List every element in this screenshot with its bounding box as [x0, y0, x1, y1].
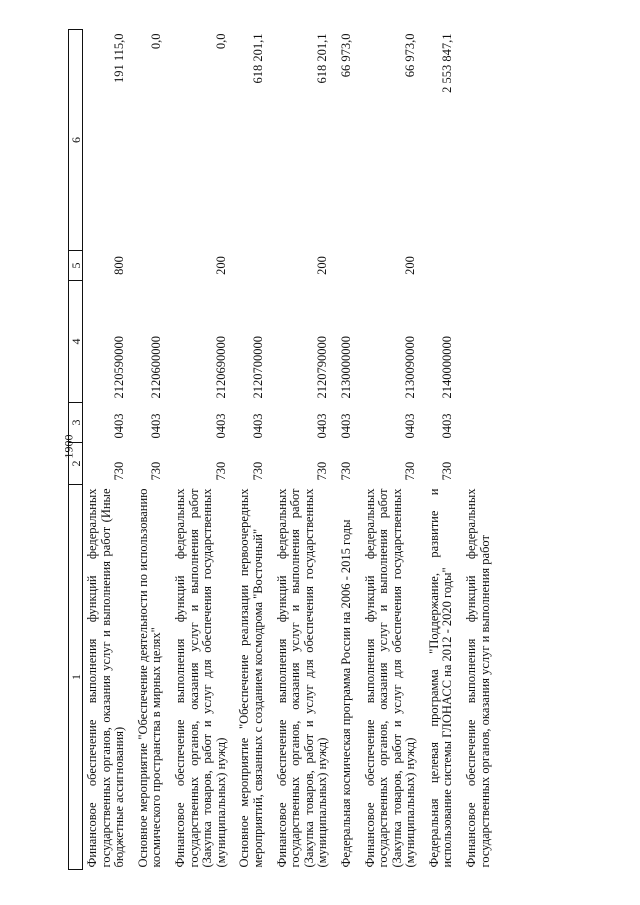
row-amount: [457, 30, 494, 251]
row-expense-type: 200: [315, 256, 330, 275]
header-col-4: 4: [69, 281, 83, 403]
row-amount: 2 553 847,1: [440, 33, 455, 93]
row-ministry: [457, 443, 494, 485]
row-amount: 191 115,0: [112, 33, 127, 84]
header-col-6: 6: [69, 30, 83, 251]
row-ministry: 730: [403, 461, 418, 481]
row-description: Финансовое обеспечение выполнения функций федеральных государственных органов, оказания услуг и выполнения работ: [464, 488, 492, 868]
row-target-article: 2120600000: [149, 336, 164, 399]
row-amount: 0,0: [149, 33, 164, 50]
row-expense-type: [129, 251, 166, 281]
row-section: 0403: [338, 413, 353, 439]
header-col-1: 1: [69, 485, 83, 870]
row-expense-type: 200: [213, 256, 228, 275]
budget-table: [68, 29, 494, 870]
row-target-article: 2120690000: [213, 336, 228, 399]
header-col-2: 2: [69, 443, 83, 485]
row-expense-type: [332, 251, 356, 281]
row-description: Финансовое обеспечение выполнения функций федеральных государственных органов, оказания услуг и выполнения работ (Закупка товаров, работ и услуг для обеспечения государственных (муниципальных) нужд): [274, 488, 330, 868]
row-expense-type: 200: [403, 256, 418, 275]
row-section: 0403: [112, 413, 127, 439]
row-section: [457, 403, 494, 443]
row-target-article: [457, 281, 494, 403]
row-section: 0403: [149, 413, 164, 439]
table-row: [129, 30, 166, 870]
row-description: Финансовое обеспечение выполнения функций федеральных государственных органов, оказания услуг и выполнения работ (Иные бюджетные ассигнования): [85, 488, 127, 868]
table-row: [420, 30, 457, 870]
row-amount: 66 973,0: [338, 33, 353, 78]
table-row: [332, 30, 356, 870]
row-expense-type: [230, 251, 267, 281]
row-ministry: 730: [213, 461, 228, 481]
row-description: Федеральная целевая программа "Поддержание, развитие и использование системы ГЛОНАСС на 2012 - 2020 годы": [426, 488, 455, 868]
row-amount: 66 973,0: [403, 33, 418, 78]
row-target-article: 2130000000: [338, 336, 353, 399]
row-ministry: 730: [315, 461, 330, 481]
table-row: [356, 30, 420, 870]
header-col-3: 3: [69, 403, 83, 443]
row-section: 0403: [440, 413, 455, 439]
row-target-article: 2140000000: [440, 336, 455, 399]
row-target-article: 2130090000: [403, 336, 418, 399]
row-expense-type: 800: [112, 256, 127, 275]
row-target-article: 2120790000: [315, 336, 330, 399]
row-section: 0403: [213, 413, 228, 439]
table-row: [83, 30, 129, 870]
row-target-article: 2120590000: [112, 336, 127, 399]
table-row: [166, 30, 230, 870]
table-row: [230, 30, 267, 870]
table-header-row: [69, 30, 83, 870]
row-expense-type: [420, 251, 457, 281]
row-description: Федеральная космическая программа России на 2006 - 2015 годы: [338, 519, 353, 868]
row-section: 0403: [403, 413, 418, 439]
row-target-article: 2120700000: [250, 336, 265, 399]
row-section: 0403: [315, 413, 330, 439]
table-row: [268, 30, 332, 870]
row-amount: 618 201,1: [250, 33, 265, 84]
row-expense-type: [457, 251, 494, 281]
row-ministry: 730: [112, 461, 127, 481]
row-description: Финансовое обеспечение выполнения функций федеральных государственных органов, оказания услуг и выполнения работ (Закупка товаров, работ и услуг для обеспечения государственных (муниципальных) нужд): [362, 488, 418, 868]
row-ministry: 730: [250, 461, 265, 481]
row-description: Финансовое обеспечение выполнения функций федеральных государственных органов, оказания услуг и выполнения работ (Закупка товаров, работ и услуг для обеспечения государственных (муниципальных) нужд): [172, 488, 228, 868]
row-description: Основное мероприятие "Обеспечение деятельности по использованию космического пространства в мирных целях": [135, 488, 164, 868]
table-row: [457, 30, 494, 870]
budget-table-sheet: [68, 30, 633, 870]
page-number: 1900: [61, 434, 76, 459]
row-section: 0403: [250, 413, 265, 439]
header-col-5: 5: [69, 251, 83, 281]
row-ministry: 730: [338, 461, 353, 481]
row-ministry: 730: [440, 461, 455, 481]
row-description: Основное мероприятие "Обеспечение реализации первоочередных мероприятий, связанных с созданием космодрома "Восточный": [237, 488, 265, 868]
row-amount: 618 201,1: [315, 33, 330, 84]
row-ministry: 730: [149, 461, 164, 481]
row-amount: 0,0: [213, 33, 228, 50]
